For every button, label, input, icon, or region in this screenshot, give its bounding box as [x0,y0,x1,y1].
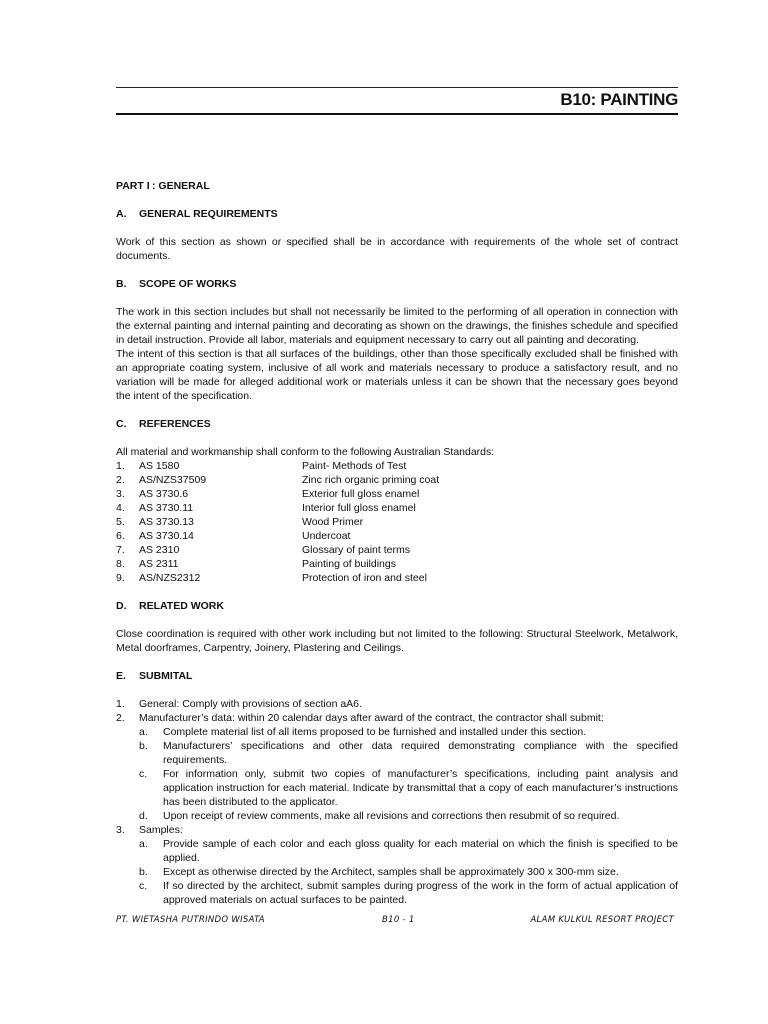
reference-number: 1. [116,460,125,472]
section-title: REFERENCES [139,418,211,430]
sub-list-text: Manufacturers’ specifications and other data required demonstrating compliance with the specified requirements. [163,740,678,766]
list-text: Samples: [139,824,183,836]
section-number: E. [116,670,126,682]
sub-list-item [116,865,678,879]
document-page [116,0,678,1024]
reference-code: AS 2310 [139,544,180,556]
reference-number: 4. [116,502,125,514]
section-b-heading [116,277,678,291]
sub-list-item [116,725,678,739]
references-list [116,459,678,585]
list-text: General: Comply with provisions of section aA6. [139,698,362,710]
footer-project: ALAM KULKUL RESORT PROJECT [530,915,674,925]
reference-code: AS 3730.14 [139,530,194,542]
reference-number: 3. [116,488,125,500]
reference-number: 6. [116,530,125,542]
sub-list-text: If so directed by the architect, submit samples during progress of the work in the form of actual application of approved materials on actual surfaces to be painted. [163,880,678,906]
section-title: SCOPE OF WORKS [139,278,237,290]
reference-description: Wood Primer [302,516,364,528]
reference-description: Paint- Methods of Test [302,460,407,472]
reference-code: AS 1580 [139,460,180,472]
reference-code: AS 3730.13 [139,516,194,528]
reference-code: AS 2311 [139,558,179,570]
reference-code: AS 3730.11 [139,502,194,514]
reference-description: Glossary of paint terms [302,544,410,556]
reference-number: 9. [116,572,125,584]
section-number: D. [116,600,127,612]
section-e-heading [116,669,678,683]
sub-list-item [116,837,678,865]
section-d-text: Close coordination is required with other work including but not limited to the following: Structural Steelwork, Metalwork, Metal doorframes, Carpentry, Joinery, Plastering and Ceilings. [116,628,678,654]
reference-number: 8. [116,558,125,570]
references-intro: All material and workmanship shall conform to the following Australian Standards: [116,446,495,458]
sub-list-item [116,739,678,767]
sub-list-item [116,879,678,907]
section-number: C. [116,418,127,430]
reference-number: 2. [116,474,125,486]
reference-description: Exterior full gloss enamel [302,488,420,500]
section-a-text: Work of this section as shown or specified shall be in accordance with requirements of the whole set of contract documents. [116,236,678,262]
sub-list-letter: d. [139,810,148,822]
sub-list-letter: a. [139,726,148,738]
section-title: RELATED WORK [139,600,224,612]
sub-list-text: Provide sample of each color and each gloss quality for each material on which the finish is specified to be applied. [163,838,678,864]
reference-row [116,543,678,557]
reference-description: Zinc rich organic priming coat [302,474,440,486]
header-top-rule [116,87,678,88]
reference-row [116,529,678,543]
reference-description: Protection of iron and steel [302,572,427,584]
reference-row [116,571,678,585]
section-title: GENERAL REQUIREMENTS [139,208,278,220]
reference-row [116,501,678,515]
list-item [116,697,678,711]
part-label: PART I [116,180,150,192]
section-d-heading [116,599,678,613]
section-b-paragraph-2: The intent of this section is that all surfaces of the buildings, other than those specifically excluded shall be finished with an appropriate coating system, inclusive of all work and materials necessary to produce a satisfactory result, and no variation will be made for alleged additional work or materials unless it can be shown that the necessary goes beyond the intent of the specification. [116,348,678,402]
sub-list-letter: c. [139,768,148,780]
reference-number: 5. [116,516,125,528]
section-b-paragraph-1: The work in this section includes but shall not necessarily be limited to the performing of all operation in connection with the external painting and internal painting and decorating as shown on the drawings, the finishes schedule and specified in detail instruction. Provide all labor, materials and equipment necessary to carry out all painting and decorating. [116,306,678,346]
sub-list-text: Except as otherwise directed by the Architect, samples shall be approximately 300 x 300-mm size. [163,866,619,878]
section-number: B. [116,278,127,290]
section-number: A. [116,208,127,220]
sub-list-item [116,809,678,823]
list-item [116,711,678,725]
document-body [116,179,678,907]
reference-row [116,459,678,473]
list-text: Manufacturer’s data: within 20 calendar days after award of the contract, the contractor shall submit: [139,712,604,724]
header-bottom-rule [116,113,678,115]
list-number: 2. [116,712,125,724]
sub-list-text: Upon receipt of review comments, make all revisions and corrections then resubmit of so required. [163,810,620,822]
footer-page-number: B10 - 1 [382,915,415,925]
section-title: SUBMITAL [139,670,193,682]
reference-number: 7. [116,544,125,556]
list-number: 1. [116,698,125,710]
reference-code: AS/NZS37509 [139,474,207,486]
footer-company: PT. WIETASHA PUTRINDO WISATA [116,915,265,925]
reference-row [116,515,678,529]
list-item [116,823,678,837]
reference-row [116,473,678,487]
sub-list-letter: b. [139,740,148,752]
sub-list-item [116,767,678,809]
reference-code: AS/NZS2312 [139,572,201,584]
reference-description: Painting of buildings [302,558,396,570]
part-name: : GENERAL [152,180,210,192]
sub-list-letter: c. [139,880,148,892]
part-heading [116,179,678,193]
sub-list-letter: a. [139,838,148,850]
reference-description: Interior full gloss enamel [302,502,416,514]
reference-row [116,557,678,571]
sub-list-text: Complete material list of all items proposed to be furnished and installed under this section. [163,726,587,738]
sub-list-letter: b. [139,866,148,878]
reference-description: Undercoat [302,530,351,542]
list-number: 3. [116,824,125,836]
reference-code: AS 3730.6 [139,488,189,500]
reference-row [116,487,678,501]
section-a-heading [116,207,678,221]
page-title: B10: PAINTING [560,90,678,109]
section-c-heading [116,417,678,431]
sub-list-text: For information only, submit two copies of manufacturer’s specifications, including paint analysis and application instruction for each material. Indicate by transmittal that a copy of each manufacturer’s instructions has been distributed to the applicator. [163,768,678,808]
